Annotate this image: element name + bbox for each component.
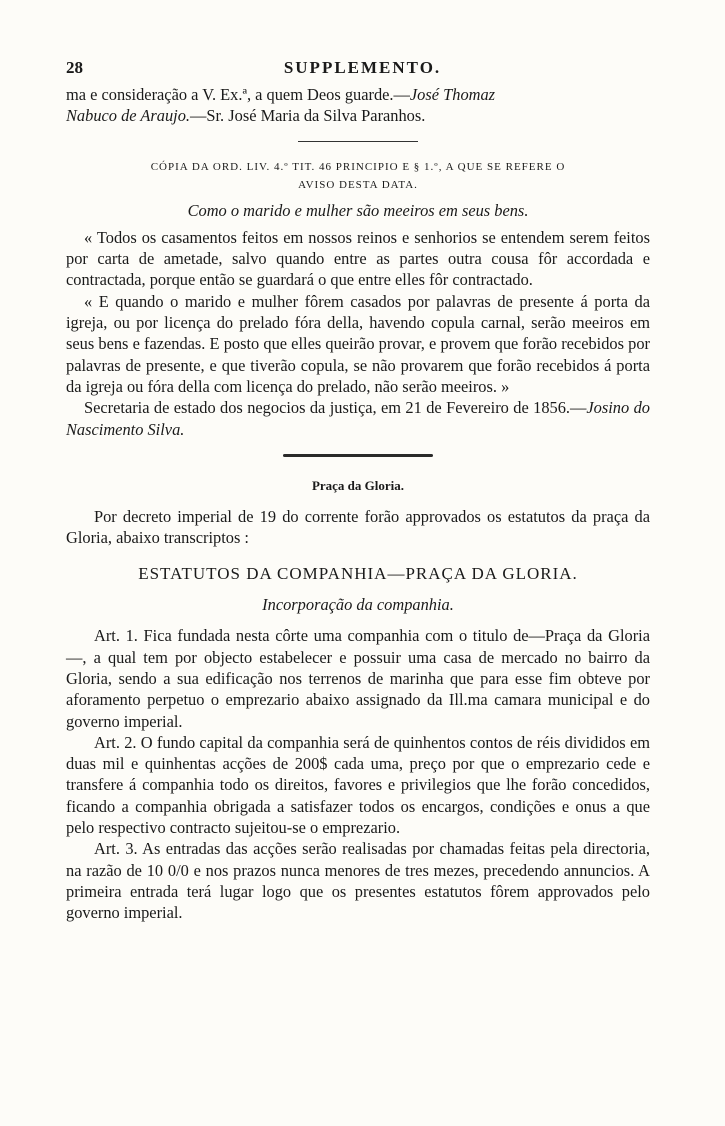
article-paragraph: Art. 1. Fica fundada nesta côrte uma companhia com o titulo de—Praça da Gloria—, a qual tem por objecto estabelecer e possuir uma casa de mercado no bairro da Gloria, sendo a sua edificação nos terrenos de marinha que para esse fim obteve por aforamento perpetuo o emprezario abaixo assignado da Ill.ma camara municipal e do governo imperial. bbox=[66, 626, 650, 731]
signature-line: Secretaria de estado dos negocios da justiça, em 21 de Fevereiro de 1856.—Josino do Nascimento Silva. bbox=[66, 398, 650, 439]
statutes-title: ESTATUTOS DA COMPANHIA—PRAÇA DA GLORIA. bbox=[138, 563, 578, 583]
page-header bbox=[66, 58, 659, 84]
decree-paragraph: Por decreto imperial de 19 do corrente forão approvados os estatutos da praça da Gloria, abaixo transcriptos : bbox=[66, 507, 650, 548]
ordinance-paragraph: « Todos os casamentos feitos em nossos reinos e senhorios se entendem serem feitos por carta de ametade, salvo quando entre as partes outra cousa fôr accordada e contractada, porque então se guardará o que entre elles fôr contractado. bbox=[66, 227, 650, 290]
page-number: 28 bbox=[66, 58, 83, 77]
section-heading: Praça da Gloria. bbox=[311, 477, 405, 493]
ornamental-rule bbox=[283, 454, 433, 457]
article-paragraph: Art. 3. As entradas das acções serão realisadas por chamadas feitas pela directoria, na razão de 10 0/0 e nos prazos nunca menores de tres mezes, precedendo annuncios. A primeira entrada terá lugar logo que os presentes estatutos fôrem approvados pelo governo imperial. bbox=[66, 839, 650, 923]
divider-rule bbox=[298, 141, 418, 142]
running-title: SUPPLEMENTO. bbox=[283, 58, 442, 77]
article-paragraph: Art. 2. O fundo capital da companhia será de quinhentos contos de réis divididos em duas mil e quinhentas acções de 200$ cada uma, preço por que o emprezario cede e transfere á companhia todo os direitos, favores e privilegios que lhe forão concedidos, ficando a companhia obrigada a satisfazer todos os encargos, condições e onus a que pelo respectivo contracto sujeitou-se o emprezario. bbox=[66, 732, 650, 838]
ordinance-paragraph: « E quando o marido e mulher fôrem casados por palavras de presente á porta da igreja, ou por licença do prelado fóra della, havendo copula carnal, serão meeiros em seus bens e fazendas. E posto que elles queirão provar, e provem que forão recebidos por palavras de presente, e que tiverão copula, se não provarem que forão recebidos á porta da igreja ou fóra della com licença do prelado, não serão meeiros. » bbox=[66, 291, 650, 396]
closing-line: ma e consideração a V. Ex.ª, a quem Deos guarde.—José Thomaz Nabuco de Araujo.—Sr. José Maria da Silva Paranhos. bbox=[66, 85, 496, 126]
statutes-subtitle: Incorporação da companhia. bbox=[262, 595, 454, 615]
copia-heading: CÓPIA DA ORD. LIV. 4.º TIT. 46 PRINCIPIO E § 1.º, A QUE SE REFERE O AVISO DESTA DATA. bbox=[150, 160, 566, 191]
text-column bbox=[66, 84, 650, 924]
copia-subtitle: Como o marido e mulher são meeiros em seus bens. bbox=[187, 200, 529, 220]
